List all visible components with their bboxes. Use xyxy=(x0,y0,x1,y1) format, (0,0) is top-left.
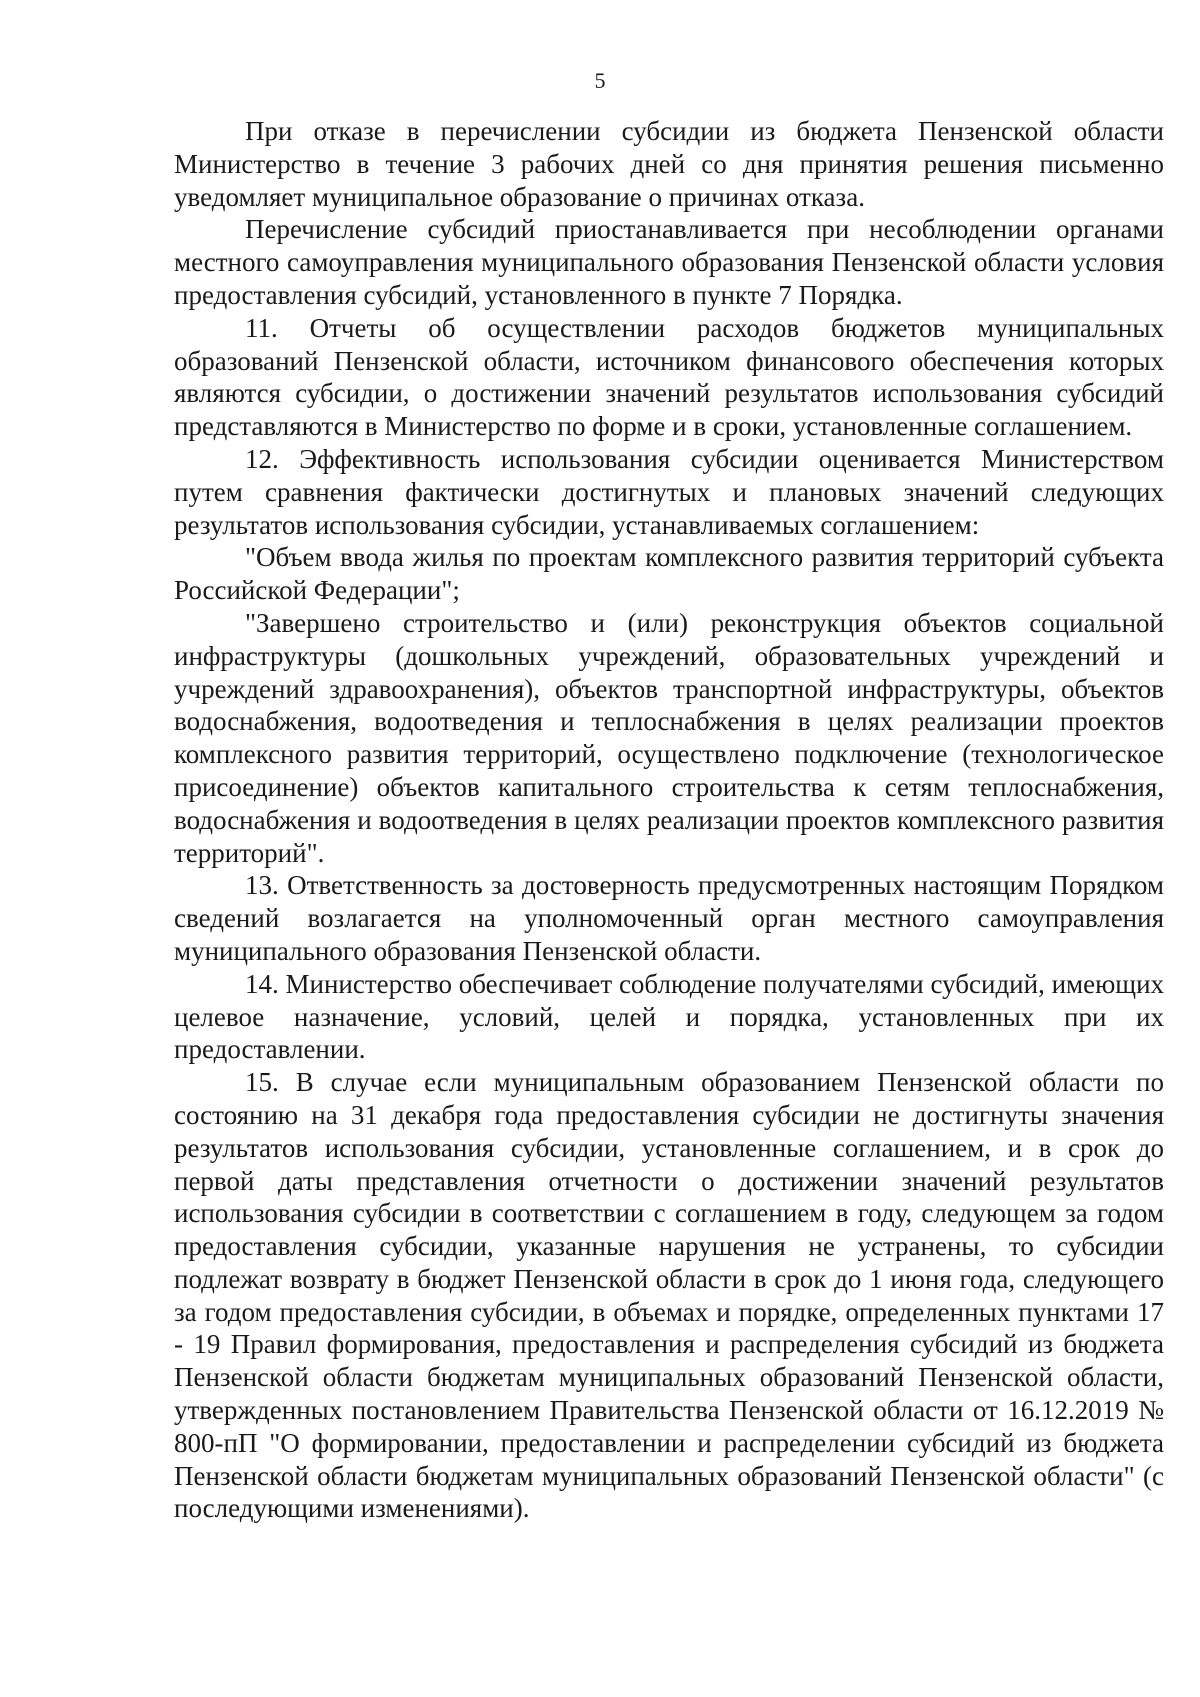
document-body xyxy=(174,115,1164,1525)
paragraph-result-construction: "Завершено строительство и (или) реконструкция объектов социальной инфраструктуры (дошкольных учреждений, образовательных учреждений и учреждений здравоохранения), объектов транспортной инфраструктуры, объектов водоснабжения, водоотведения и теплоснабжения в целях реализации проектов комплексного развития территорий, осуществлено подключение (технологическое присоединение) объектов капитального строительства к сетям теплоснабжения, водоснабжения и водоотведения в целях реализации проектов комплексного развития территорий". xyxy=(174,607,1164,868)
paragraph-12-efficiency: 12. Эффективность использования субсидии оценивается Министерством путем сравнения фактически достигнутых и плановых значений следующих результатов использования субсидии, устанавливаемых соглашением: xyxy=(174,443,1164,540)
paragraph-subsidy-suspension: Перечисление субсидий приостанавливается при несоблюдении органами местного самоуправления муниципального образования Пензенской области условия предоставления субсидий, установленного в пункте 7 Порядка. xyxy=(174,214,1164,310)
paragraph-subsidy-refusal: При отказе в перечислении субсидии из бюджета Пензенской области Министерство в течение 3 рабочих дней со дня принятия решения письменно уведомляет муниципальное образование о причинах отказа. xyxy=(174,116,1164,212)
paragraph-15-refund: 15. В случае если муниципальным образованием Пензенской области по состоянию на 31 декабря года предоставления субсидии не достигнуты значения результатов использования субсидии, установленные соглашением, и в срок до первой даты представления отчетности о достижении значений результатов использования субсидии в соответствии с соглашением в году, следующем за годом предоставления субсидии, указанные нарушения не устранены, то субсидии подлежат возврату в бюджет Пензенской области в срок до 1 июня года, следующего за годом предоставления субсидии, в объемах и порядке, определенных пунктами 17 - 19 Правил формирования, предоставления и распределения субсидий из бюджета Пензенской области бюджетам муниципальных образований Пензенской области, утвержденных постановлением Правительства Пензенской области от 16.12.2019 № 800-пП "О формировании, предоставлении и распределении субсидий из бюджета Пензенской области бюджетам муниципальных образований Пензенской области" (с последующими изменениями). xyxy=(174,1067,1164,1524)
paragraph-14-compliance: 14. Министерство обеспечивает соблюдение получателями субсидий, имеющих целевое назначение, условий, целей и порядка, установленных при их предоставлении. xyxy=(174,968,1165,1065)
paragraph-13-responsibility: 13. Ответственность за достоверность предусмотренных настоящим Порядком сведений возлагается на уполномоченный орган местного самоуправления муниципального образования Пензенской области. xyxy=(174,870,1164,966)
paragraph-11-reports: 11. Отчеты об осуществлении расходов бюджетов муниципальных образований Пензенской области, источником финансового обеспечения которых являются субсидии, о достижении значений результатов использования субсидий представляются в Министерство по форме и в сроки, установленные соглашением. xyxy=(174,312,1164,442)
page-number: 5 xyxy=(594,68,606,93)
paragraph-result-housing: "Объем ввода жилья по проектам комплексного развития территорий субъекта Российской Федерации"; xyxy=(174,542,1164,606)
